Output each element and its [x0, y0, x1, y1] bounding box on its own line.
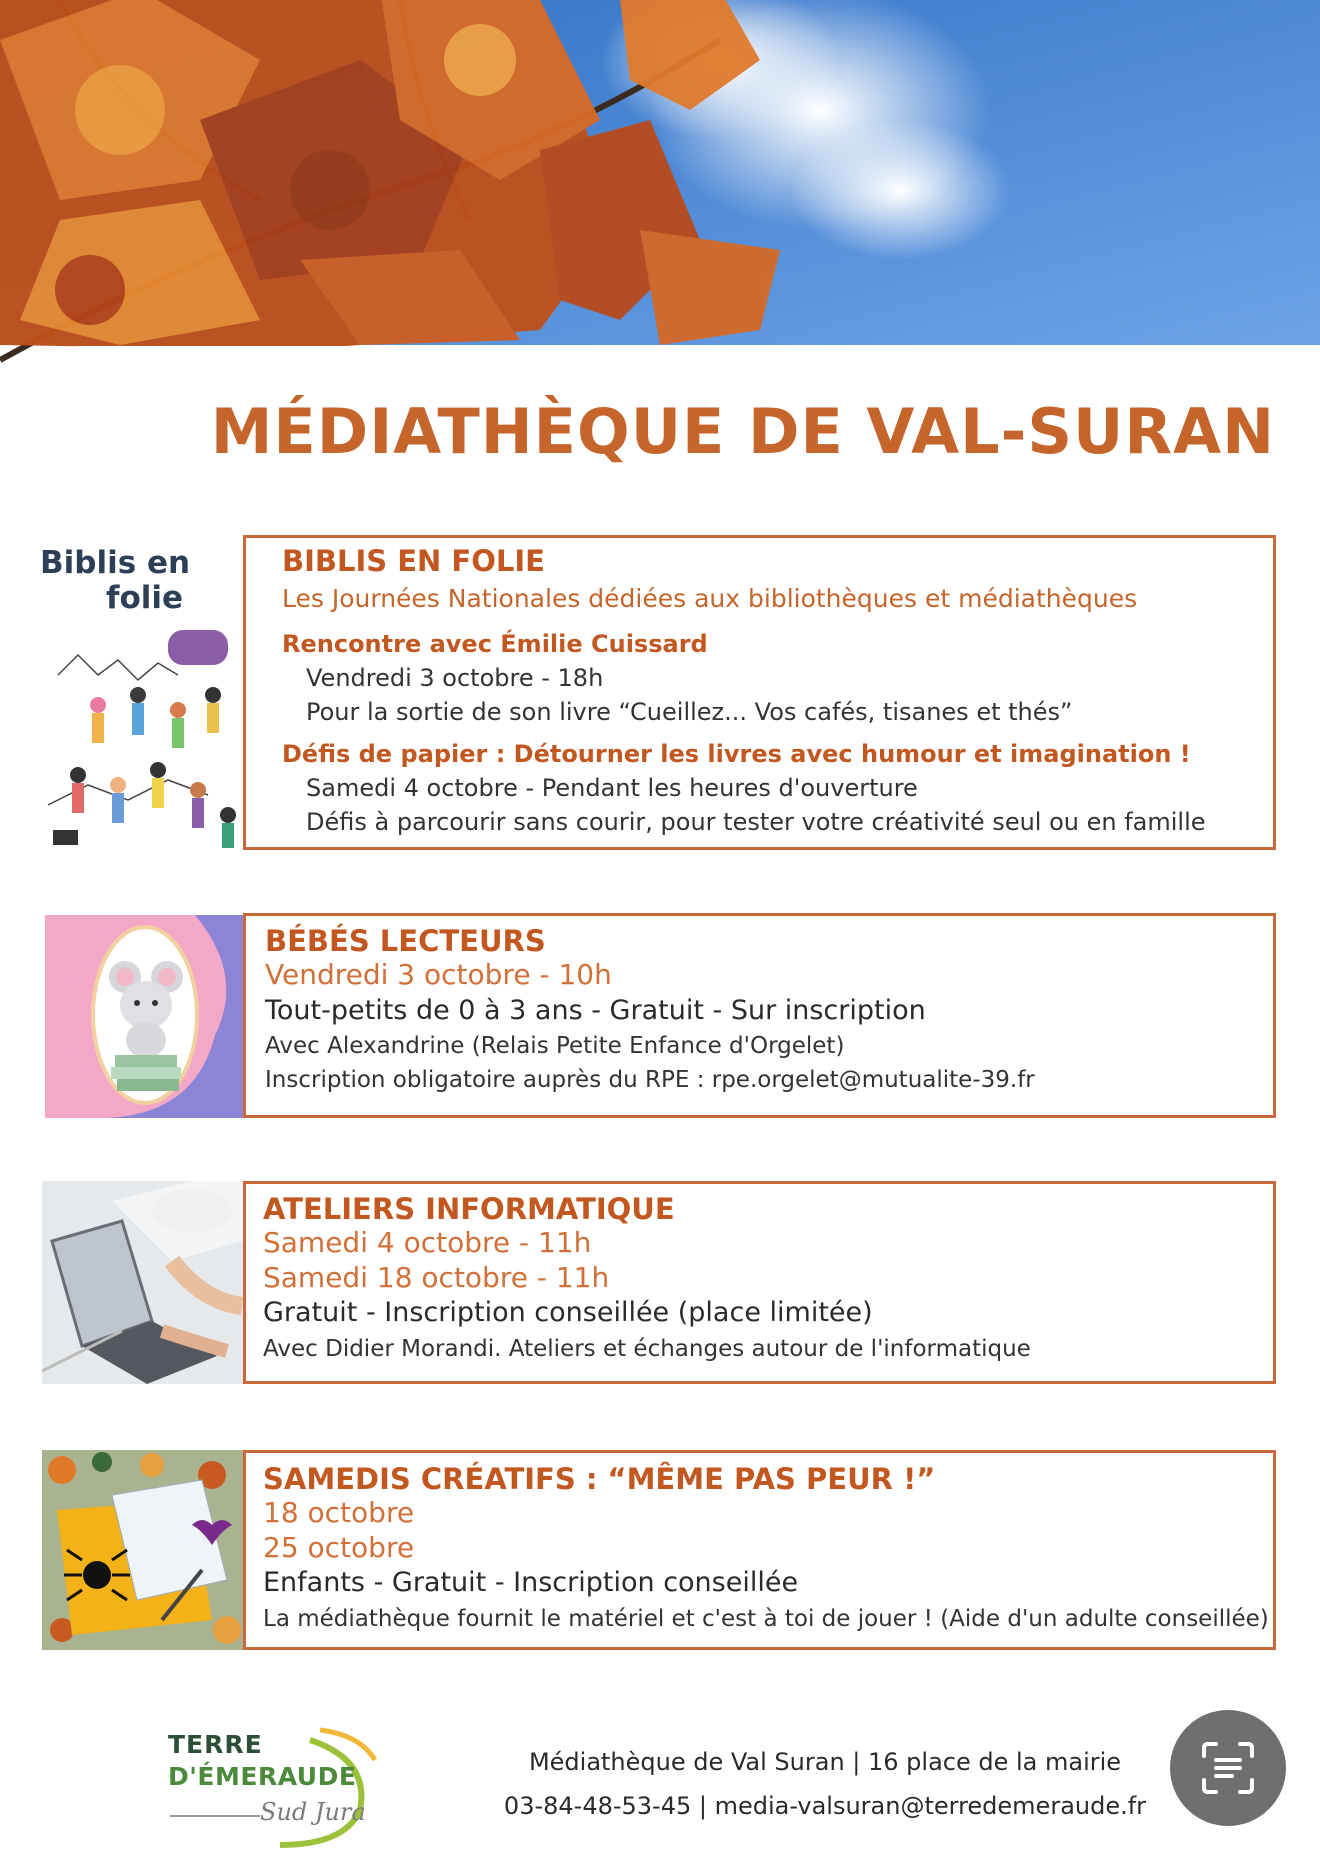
thumb-title-line1: Biblis en — [40, 545, 191, 581]
logo-text-sud-jura: Sud Jura — [260, 1798, 366, 1826]
footer-contact: 03-84-48-53-45 | media-valsuran@terredemeraude.fr — [503, 1792, 1147, 1820]
event-item-title: Défis de papier : Détourner les livres avec humour et imagination ! — [282, 740, 1191, 768]
event-card-samedis-creatifs — [243, 1450, 1276, 1650]
event-date: Vendredi 3 octobre - 10h — [265, 958, 612, 991]
event-date: Samedi 18 octobre - 11h — [263, 1261, 610, 1294]
event-item-description: Défis à parcourir sans courir, pour tester votre créativité seul ou en famille — [306, 808, 1206, 836]
halloween-crafts-photo — [42, 1450, 243, 1650]
event-heading: BIBLIS EN FOLIE — [282, 544, 545, 578]
terre-demeraude-logo — [160, 1700, 390, 1850]
event-item-date: Vendredi 3 octobre - 18h — [306, 664, 604, 692]
event-date: 18 octobre — [263, 1496, 415, 1529]
event-audience: Enfants - Gratuit - Inscription conseillée — [263, 1567, 799, 1598]
event-description: Avec Didier Morandi. Ateliers et échanges autour de l'informatique — [263, 1336, 1031, 1362]
event-audience: Tout-petits de 0 à 3 ans - Gratuit - Sur inscription — [265, 995, 926, 1026]
event-registration: Inscription obligatoire auprès du RPE : rpe.orgelet@mutualite-39.fr — [265, 1067, 1035, 1093]
event-item-description: Pour la sortie de son livre “Cueillez... Vos cafés, tisanes et thés” — [306, 698, 1073, 726]
event-description: La médiathèque fournit le matériel et c'est à toi de jouer ! (Aide d'un adulte conseillée) — [263, 1606, 1269, 1632]
event-audience: Gratuit - Inscription conseillée (place limitée) — [263, 1297, 873, 1328]
event-subtitle: Les Journées Nationales dédiées aux bibliothèques et médiathèques — [282, 584, 1138, 613]
event-card-biblis-en-folie — [243, 535, 1276, 850]
event-item-title: Rencontre avec Émilie Cuissard — [282, 630, 708, 658]
event-date: 25 octobre — [263, 1531, 415, 1564]
footer-address: Médiathèque de Val Suran | 16 place de la mairie — [528, 1748, 1122, 1776]
text-scan-icon — [1198, 1738, 1258, 1798]
event-date: Samedi 4 octobre - 11h — [263, 1226, 592, 1259]
biblis-en-folie-illustration — [38, 545, 243, 850]
event-item-date: Samedi 4 octobre - Pendant les heures d'ouverture — [306, 774, 918, 802]
logo-text-terre: TERRE — [168, 1730, 263, 1759]
text-scan-button[interactable] — [1170, 1710, 1286, 1826]
event-card-bebes-lecteurs — [243, 913, 1276, 1118]
thumb-title-line2: folie — [106, 580, 184, 616]
event-heading: SAMEDIS CRÉATIFS : “MÊME PAS PEUR !” — [263, 1462, 936, 1496]
event-host: Avec Alexandrine (Relais Petite Enfance d'Orgelet) — [265, 1033, 845, 1059]
event-heading: ATELIERS INFORMATIQUE — [263, 1192, 675, 1226]
header-banner-image — [0, 0, 1320, 400]
laptop-workshop-photo — [42, 1181, 243, 1384]
logo-divider — [170, 1815, 260, 1817]
people-illustration — [38, 545, 243, 850]
event-card-ateliers-informatique — [243, 1181, 1276, 1384]
page-title: MÉDIATHÈQUE DE VAL-SURAN — [210, 395, 1275, 468]
mouse-on-books-illustration — [45, 915, 245, 1118]
event-heading: BÉBÉS LECTEURS — [265, 924, 546, 958]
logo-text-emeraude: D'ÉMERAUDE — [168, 1762, 357, 1791]
